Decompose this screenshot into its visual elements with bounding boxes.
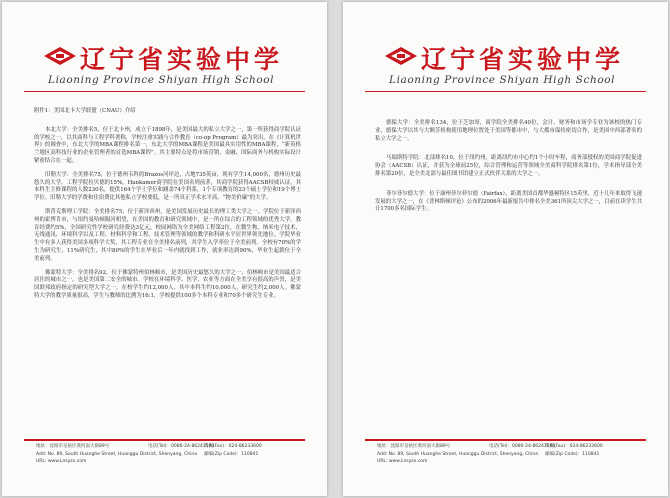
school-name-en: Liaoning Province Shiyan High School [389, 74, 616, 86]
footer-address-cn: 地址：沈阳市皇姑区黄河南大街89号 [377, 444, 451, 449]
footer-tel: 电话(Tel)：0086-24-86243591 [489, 444, 556, 449]
footer-divider [365, 439, 646, 441]
footer-divider [24, 439, 305, 441]
letterhead-page-left [2, 2, 327, 496]
paragraph: 菲尔菲尔德大学：位于康州菲尔菲尔德（Fairfax），距离美国首都华盛顿特区15英里，近十几年来取得飞速发展的大学之一，在《普林斯顿评论》公布的2006年最新报告中排名全美361所顶尖大学之一，目前在读学生共计1700多名国际学生。 [375, 190, 642, 213]
letterhead-page-right [343, 2, 668, 496]
footer-address-en: Add: No. 89, South Huanghe Street, Huanggu District, Shenyang, China [377, 451, 538, 457]
body-text [34, 108, 301, 301]
paragraph: 旧勒大学：全美排名75，位于德州韦科的Brazos河岸边，占地735英亩，现有学生14,000名，德州历史最悠久的大学。工程学院拉贝德的15%，Hankamer商学院在美国名列前茅，其商学院获得AACSB权威认证，其本科生主修课程的人数230名，提供164个学士学位和涵盖74个科系，1个专项教育的23个硕士学位和19个博士学位。旧勒大学的学费和住宿费比其他私立学校要低，是一所真正学术水平高、“物美价廉”的大学。 [34, 171, 301, 202]
body-text [375, 120, 642, 214]
paragraph: 佛蒙特大学：全美排名92，位于佛蒙特州伯林顿市，是美国历史最悠久的大学之一，伯林顿市是美国最适合居住的城市之一，也是美国第二安全的城市。学校在环境科学、医学、农业等方面在全美享有很高的声誉，是美国联邦政府指定的研究型大学之一。在校学生约12,000人，其中本科生约10,000人，研究生约2,000人。佛蒙特大学的教学质量很高，学生与教师的比例为16:1，学校提供100多个本科专业和70多个研究生专业。 [34, 269, 301, 299]
school-logo-icon [383, 45, 419, 67]
footer-fax: 传真(Fax)：024-86233600 [545, 444, 603, 449]
paragraph: 斯普克斯理工学院：全美排名75，位于新泽西州，是美国发展历史最长的理工类大学之一。学院位于新泽西州的霍博肯市，与纽约曼哈顿隔河相望，在美国的教育和研究领域中，是一所在综合的工程领域的优秀大学。教育经费约5%，全国研究性学校研究经费达3亿元，校园网络为全美网络工程第2位，在微生物、纳米电子技术，无线通讯、环境科学以及工程、材料科学和工程、技术管理等领域的教学和科研水平居世界领先地位。学院毕业生中有多人获得美国多项科学大奖，其工程专业在全美排名前列，其学生入学率位于全美前列。全校有70%的学生为研究生，11%研究生，其中80%的学生在毕业后一年内就找到工作，就业率达到90%，毕业生起薪位于全美前列。 [34, 208, 301, 262]
letterhead-header [2, 42, 327, 72]
letterhead-header [343, 42, 668, 72]
footer-address-en: Add: No. 89, South Huanghe Street, Huanggu District, Shenyang, China [36, 451, 197, 457]
paragraph: 本北大学：全美排名5，位于北卡州，成立于1898年，是美国最大的私立大学之一，第一所获得商学院认证的学校之一，以其商科与工程学科著称，学校注重实践与合作教育（co-op Program）最为突出，在《计算机世界》的调查中，东北大学的MBA课程排名第一，东北大学的MBA课程是美国最具实用性的MBA课程，“新英格兰地区高科技行业的企业管理者的首选MBA课程”。其主要特点是将市场营销、金融、国际商务与机构实际设计紧密结合在一起。 [34, 126, 301, 164]
school-name-cn: 辽宁省实验中学 [80, 45, 284, 74]
paragraph: 马瑞斯特学院：北部排名10，位于纽约州，距离纽约市中心约1个小时车程，商务部授权的美国商学院促进协会（AACSB）认证，并获为全球前25位，综合管理和运营等领域全美商科学院排名第1位，学术指导部全美排名第20位，是全美北部与最佳图书馆建立正式伙伴关系的大学之一。 [375, 155, 642, 177]
school-name-cn: 辽宁省实验中学 [421, 45, 625, 74]
footer-url: URL: www.Lnsyzx.com [377, 459, 428, 465]
footer-zip: 邮编(Zip Code)：110841 [204, 451, 259, 457]
header-divider [24, 91, 305, 92]
footer-url: URL: www.Lnsyzx.com [36, 459, 87, 465]
school-logo-icon [42, 45, 78, 67]
school-name-en: Liaoning Province Shiyan High School [48, 74, 275, 86]
footer-zip: 邮编(Zip Code)：110841 [545, 451, 600, 457]
footer-tel: 电话(Tel)：0086-24-86243591 [148, 444, 215, 449]
letterhead-footer [36, 443, 299, 466]
header-divider [365, 91, 646, 92]
footer-fax: 传真(Fax)：024-86233600 [204, 444, 262, 449]
attachment-title: 附件1：美国北卡大学联盟（CNAU）介绍 [34, 108, 136, 114]
letterhead-footer [377, 443, 640, 466]
footer-address-cn: 地址：沈阳市皇姑区黄河南大街89号 [36, 444, 110, 449]
paragraph: 德保大学：全美排名134，位于芝加哥，商学院全美排名40位，会计、财务和市场学专业为该校的热门专业，德保大学以其与大额芳机构使用地理位置处于美国等都市中，与大都市保持密切合作，是美国中西部著名的私立大学之一。 [375, 120, 642, 142]
